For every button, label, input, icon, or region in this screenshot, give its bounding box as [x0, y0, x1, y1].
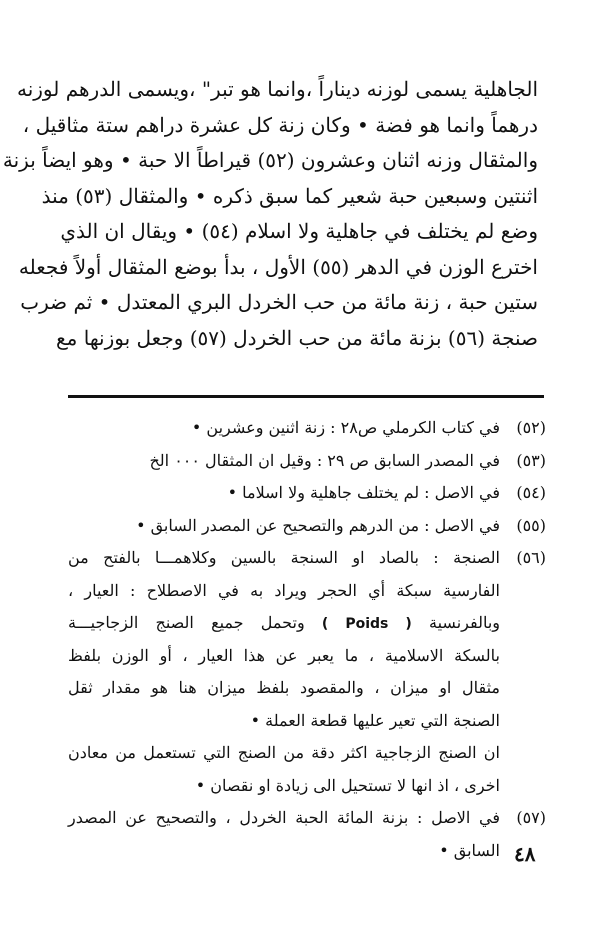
- body-line: ستين حبة ، زنة مائة من حب الخردل البري المعتدل • ثم ضرب: [20, 290, 538, 314]
- footnote-line: في الاصل : بزنة المائة الحبة الخردل ، والتصحيح عن المصدر: [68, 808, 500, 827]
- footnote-line: في كتاب الكرملي ص٢٨ : زنة اثنين وعشرين •: [191, 418, 500, 437]
- footnote-number: (٥٢): [516, 418, 546, 437]
- footnote-number: (٥٧): [516, 808, 546, 827]
- footnote-line-head: وبالفرنسية: [429, 613, 500, 632]
- body-line: اخترع الوزن في الدهر (٥٥) الأول ، بدأ بوضع المثقال أولاً فجعله: [18, 254, 538, 279]
- footnote-line: في المصدر السابق ص ٢٩ : وقيل ان المثقال ٠٠٠ الخ: [149, 450, 500, 470]
- footnote-line: الفارسية سبكة أي الحجر ويراد به في الاصطلاح : العيار ،: [68, 580, 500, 600]
- body-line: درهماً وانما هو فضة • وكان زنة كل عشرة دراهم ستة مثاقيل ،: [22, 112, 538, 137]
- footnote-53: [68, 445, 546, 478]
- body-line: وضع لم يختلف في جاهلية ولا اسلام (٥٤) • ويقال ان الذي: [60, 219, 538, 243]
- footnotes-section: [68, 412, 546, 867]
- footnote-52: [68, 412, 546, 445]
- footnote-line: الصنجة : بالصاد او السنجة بالسين وكلاهمـــا بالفتح من: [68, 548, 500, 567]
- footnote-line: في الاصل : من الدرهم والتصحيح عن المصدر السابق •: [136, 515, 500, 535]
- footnote-line: مثقال او ميزان ، والمقصود بلفظ ميزان هنا هو مقدار ثقل: [68, 678, 500, 697]
- footnote-number: (٥٣): [516, 450, 546, 470]
- footnote-separator-rule: [68, 395, 544, 398]
- body-line: اثنتين وسبعين حبة شعير كما سبق ذكره • والمثقال (٥٣) منذ: [41, 183, 538, 208]
- footnote-line-with-latin: [68, 607, 500, 640]
- footnote-number: (٥٦): [516, 548, 546, 567]
- footnote-line: اخرى ، اذ انها لا تستحيل الى زيادة او نقصان •: [195, 775, 500, 795]
- footnote-line-tail: وتحمل جميع الصنج الزجاجيـــة: [68, 613, 305, 632]
- footnote-54: [68, 477, 546, 510]
- footnote-line: بالسكة الاسلامية ، ما يعبر عن هذا العيار ، أو الوزن بلفظ: [68, 645, 500, 665]
- page-number: ٤٨: [514, 842, 536, 866]
- footnote-line: السابق •: [439, 840, 500, 860]
- footnote-number: (٥٥): [516, 515, 546, 535]
- footnote-line: الصنجة التي تعير عليها قطعة العملة •: [250, 710, 500, 730]
- footnote-line: في الاصل : لم يختلف جاهلية ولا اسلاما •: [227, 483, 500, 502]
- footnote-55: [68, 510, 546, 543]
- body-line: الجاهلية يسمى لوزنه ديناراً ،وانما هو تبر" ،ويسمى الدرهم لوزنه: [16, 77, 538, 101]
- footnote-56: [68, 542, 546, 802]
- footnote-57: [68, 802, 546, 867]
- footnote-line: ان الصنج الزجاجية اكثر دقة من الصنج التي تستعمل من معادن: [68, 743, 500, 762]
- body-line: صنجة (٥٦) بزنة مائة من حب الخردل (٥٧) وجعل بوزنها مع: [56, 325, 538, 350]
- latin-term-poids: ( Poids ): [321, 616, 412, 632]
- footnote-number: (٥٤): [516, 483, 546, 502]
- main-body-text: [2, 72, 538, 356]
- body-line: والمثقال وزنه اثنان وعشرون (٥٢) قيراطاً الا حبة • وهو ايضاً بزنة: [2, 148, 538, 172]
